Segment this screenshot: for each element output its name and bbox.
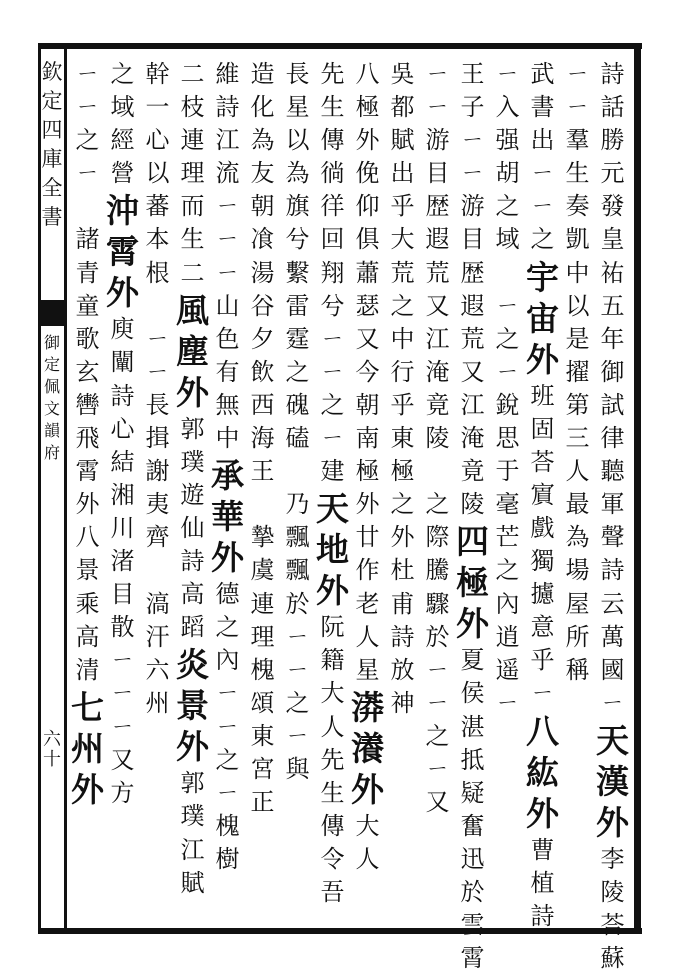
text-column [316, 58, 350, 920]
column-text: ㄧㄧ游目歴遐荒又江淹竟陵 [425, 60, 450, 453]
text-column [491, 58, 525, 920]
text-column [456, 58, 490, 973]
text-column [281, 58, 315, 920]
margin-divider-rule [64, 43, 67, 934]
column-gap [141, 290, 175, 323]
headword: 天漢外 [596, 720, 629, 842]
column-text: 維詩江流ㄧㄧㄧ山色有無中 [215, 60, 240, 453]
headword: 漭瀁外 [351, 687, 384, 809]
column-text: 王子ㄧㄧ游目歴遐荒又江淹竟陵 [460, 60, 485, 519]
headword: 承華外 [211, 456, 244, 578]
column-text: 幹一心以蕃本根 [145, 60, 170, 287]
column-gap [246, 488, 280, 521]
text-column [176, 58, 210, 920]
margin-book-title: 欽定四庫全書 [41, 60, 63, 229]
column-text: 八極外俛仰俱蕭瑟又今朝南極外廿作老人星 [355, 60, 380, 684]
column-text: 吳都賦出乎大荒之中行乎東極之外杜甫詩放神 [390, 60, 415, 717]
column-text: ㄧ入强胡之域 [495, 60, 520, 254]
text-column [141, 58, 175, 920]
column-text: 郭璞江賦 [180, 769, 205, 897]
headword: 天地外 [316, 489, 349, 611]
column-text: 二枝連理而生二 [180, 60, 205, 287]
text-column [246, 58, 280, 920]
column-text: 郭璞遊仙詩高蹈 [180, 414, 205, 642]
column-text: 曹植詩 [530, 835, 555, 930]
column-text: 德之內ㄧㄧ之ㄧ槐樹 [215, 580, 240, 873]
headword: 八紘外 [526, 711, 559, 833]
column-gap [491, 257, 525, 290]
text-column [351, 58, 385, 920]
column-text: 夏侯湛抵疑奮迅於雲霄 [460, 646, 485, 973]
column-text: 先生傳徜徉回翔兮ㄧㄧ之ㄧ建 [320, 60, 345, 486]
column-text: 摯虞連理槐頌東宮正 [250, 523, 275, 817]
column-text: 詩話勝元發皇祐五年御試律聽軍聲詩云萬國ㄧ [600, 60, 625, 717]
column-text: ㄧㄧ之ㄧ [75, 60, 100, 188]
column-text: 武書出ㄧㄧ之 [530, 60, 555, 254]
column-text: 乃飄飄於ㄧㄧ之ㄧ與 [285, 490, 310, 783]
margin-page-number: 六十 [43, 729, 61, 770]
right-border-rule [634, 43, 641, 934]
headword: 宇宙外 [526, 257, 559, 379]
text-column [106, 58, 140, 920]
column-text: 長星以為旗兮繫雷霆之磈磕 [285, 60, 310, 453]
column-text: 之際騰驟於ㄧㄧ之ㄧ又 [425, 490, 450, 817]
headword: 沖霄外 [106, 191, 139, 313]
text-column [386, 58, 420, 920]
text-column [421, 58, 455, 920]
column-text: 諸青童歌玄轡飛霄外八景乘高清 [75, 225, 100, 684]
column-text: ㄧㄧ長揖謝夷齊 [145, 324, 170, 552]
column-text: 大人 [355, 811, 380, 873]
text-column [71, 58, 105, 920]
headword: 四極外 [456, 522, 489, 644]
text-column [561, 58, 595, 920]
column-gap [141, 554, 175, 587]
headword: 風塵外 [176, 290, 209, 412]
margin-book-subtitle: 御定佩文韻府 [43, 333, 60, 462]
top-border-rule [38, 43, 642, 49]
text-column [526, 58, 560, 930]
column-text: ㄧㄧ羣生奏凱中以是擢第三人最為場屋所稱 [565, 60, 590, 684]
column-gap [281, 455, 315, 488]
column-text: 造化為友朝飡湯谷夕飲西海王 [250, 60, 275, 486]
headword: 七州外 [71, 687, 104, 809]
column-text: 滈汗六州 [145, 589, 170, 717]
text-column [211, 58, 245, 920]
column-text: 之域經營 [110, 60, 135, 188]
column-text: 庾闡詩心結湘川渚目散ㄧㄧㄧ又方 [110, 315, 135, 807]
column-gap [421, 455, 455, 488]
column-text: 李陵荅蘇 [600, 844, 625, 973]
column-text: 阮籍大人先生傳令吾 [320, 613, 345, 906]
column-text: ㄧ之ㄧ銳思于毫芒之內逍遥ㄧ [495, 291, 520, 717]
headword: 炎景外 [176, 645, 209, 767]
margin-black-fishtail-mark [40, 300, 64, 326]
text-column [596, 58, 630, 973]
column-gap [71, 190, 105, 223]
column-text: 班固荅賔戲獨攄意乎ㄧ [530, 381, 555, 708]
